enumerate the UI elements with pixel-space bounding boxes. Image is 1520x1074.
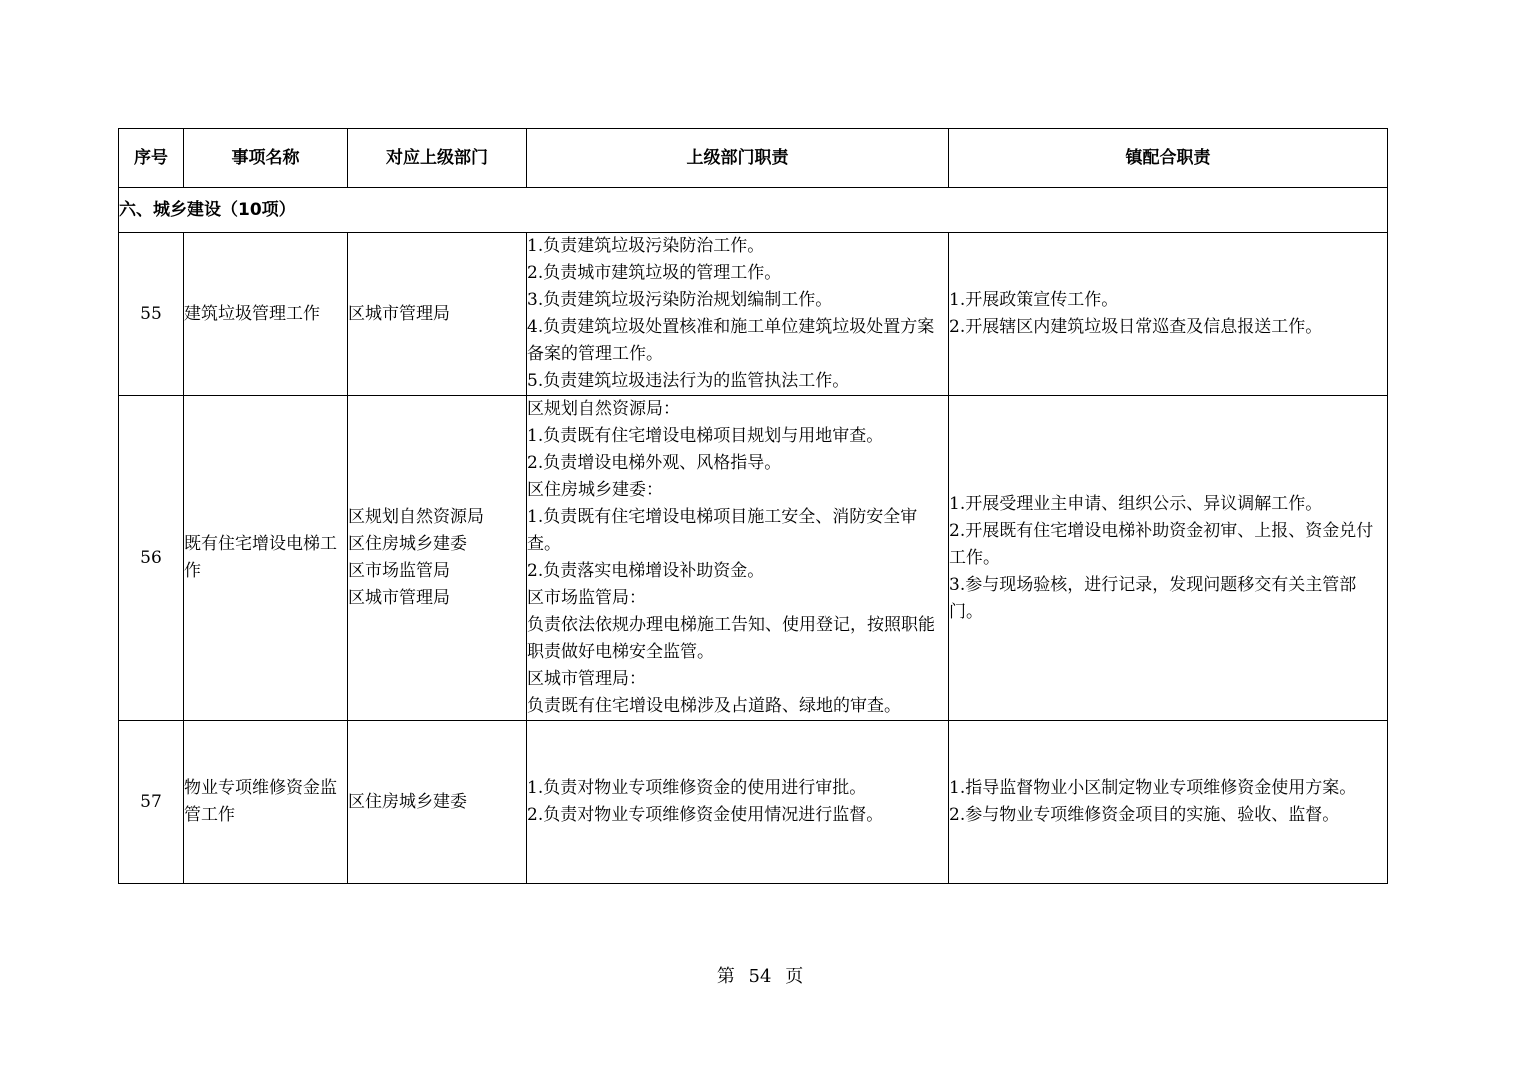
duty-line: 2.参与物业专项维修资金项目的实施、验收、监督。 <box>949 805 1340 825</box>
duty-line: 5.负责建筑垃圾违法行为的监管执法工作。 <box>527 371 850 391</box>
header-town-duty: 镇配合职责 <box>949 129 1388 188</box>
dept-line: 区城市管理局 <box>348 303 450 324</box>
row-town-duty <box>949 233 1388 396</box>
row-dept <box>348 233 527 396</box>
dept-line: 区住房城乡建委 <box>348 791 467 812</box>
header-name: 事项名称 <box>184 129 348 188</box>
row-seq: 57 <box>119 721 184 884</box>
page-prefix: 第 <box>716 966 735 987</box>
row-item-name <box>184 396 348 721</box>
duty-line: 3.参与现场验核，进行记录，发现问题移交有关主管部门。 <box>949 574 1357 622</box>
dept-line: 区住房城乡建委 <box>348 534 467 554</box>
row-superior-duty <box>527 721 949 884</box>
page-suffix: 页 <box>785 966 804 987</box>
row-seq: 56 <box>119 396 184 721</box>
duty-line: 1.负责建筑垃圾污染防治工作。 <box>527 236 765 256</box>
section-row <box>119 188 1388 233</box>
responsibility-table <box>118 128 1388 884</box>
duty-line: 2.负责增设电梯外观、风格指导。 <box>527 453 782 473</box>
duty-line: 1.开展政策宣传工作。 <box>949 290 1119 310</box>
dept-line: 区市场监管局 <box>348 561 450 581</box>
duty-line: 3.负责建筑垃圾污染防治规划编制工作。 <box>527 290 833 310</box>
table-row <box>119 721 1388 884</box>
header-dept: 对应上级部门 <box>348 129 527 188</box>
item-name-text: 物业专项维修资金监管工作 <box>184 778 337 825</box>
duty-line: 1.负责既有住宅增设电梯项目规划与用地审查。 <box>527 426 884 446</box>
table-header-row <box>119 129 1388 188</box>
duty-line: 1.开展受理业主申请、组织公示、异议调解工作。 <box>949 493 1323 514</box>
row-dept <box>348 396 527 721</box>
header-superior-duty: 上级部门职责 <box>527 129 949 188</box>
table-row <box>119 396 1388 721</box>
duty-line: 1.负责对物业专项维修资金的使用进行审批。 <box>527 778 867 798</box>
row-superior-duty <box>527 233 949 396</box>
row-superior-duty <box>527 396 949 721</box>
duty-line: 2.负责落实电梯增设补助资金。 <box>527 561 765 581</box>
row-seq: 55 <box>119 233 184 396</box>
section-title: 六、城乡建设（10项） <box>119 188 1388 233</box>
duty-line: 1.指导监督物业小区制定物业专项维修资金使用方案。 <box>949 778 1357 798</box>
duty-line: 区住房城乡建委： <box>527 480 663 500</box>
row-dept <box>348 721 527 884</box>
row-item-name <box>184 233 348 396</box>
page-number: 54 <box>748 966 772 987</box>
duty-line: 2.开展辖区内建筑垃圾日常巡查及信息报送工作。 <box>949 317 1323 337</box>
duty-line: 负责既有住宅增设电梯涉及占道路、绿地的审查。 <box>527 696 901 716</box>
dept-line: 区规划自然资源局 <box>348 507 484 527</box>
item-name-text: 建筑垃圾管理工作 <box>184 303 320 324</box>
header-seq: 序号 <box>119 129 184 188</box>
duty-line: 2.负责对物业专项维修资金使用情况进行监督。 <box>527 805 884 825</box>
row-town-duty <box>949 721 1388 884</box>
row-item-name <box>184 721 348 884</box>
duty-line: 区城市管理局： <box>527 669 646 689</box>
duty-line: 区规划自然资源局： <box>527 399 680 419</box>
dept-line: 区城市管理局 <box>348 588 450 608</box>
row-town-duty <box>949 396 1388 721</box>
duty-line: 负责依法依规办理电梯施工告知、使用登记，按照职能职责做好电梯安全监管。 <box>527 615 935 662</box>
duty-line: 2.负责城市建筑垃圾的管理工作。 <box>527 263 782 283</box>
page-footer <box>0 962 1520 988</box>
item-name-text: 既有住宅增设电梯工作 <box>184 534 337 581</box>
table-row <box>119 233 1388 396</box>
duty-line: 4.负责建筑垃圾处置核准和施工单位建筑垃圾处置方案备案的管理工作。 <box>527 317 935 364</box>
duty-line: 1.负责既有住宅增设电梯项目施工安全、消防安全审查。 <box>527 507 918 554</box>
duty-line: 区市场监管局： <box>527 588 646 608</box>
duty-line: 2.开展既有住宅增设电梯补助资金初审、上报、资金兑付工作。 <box>949 520 1374 568</box>
